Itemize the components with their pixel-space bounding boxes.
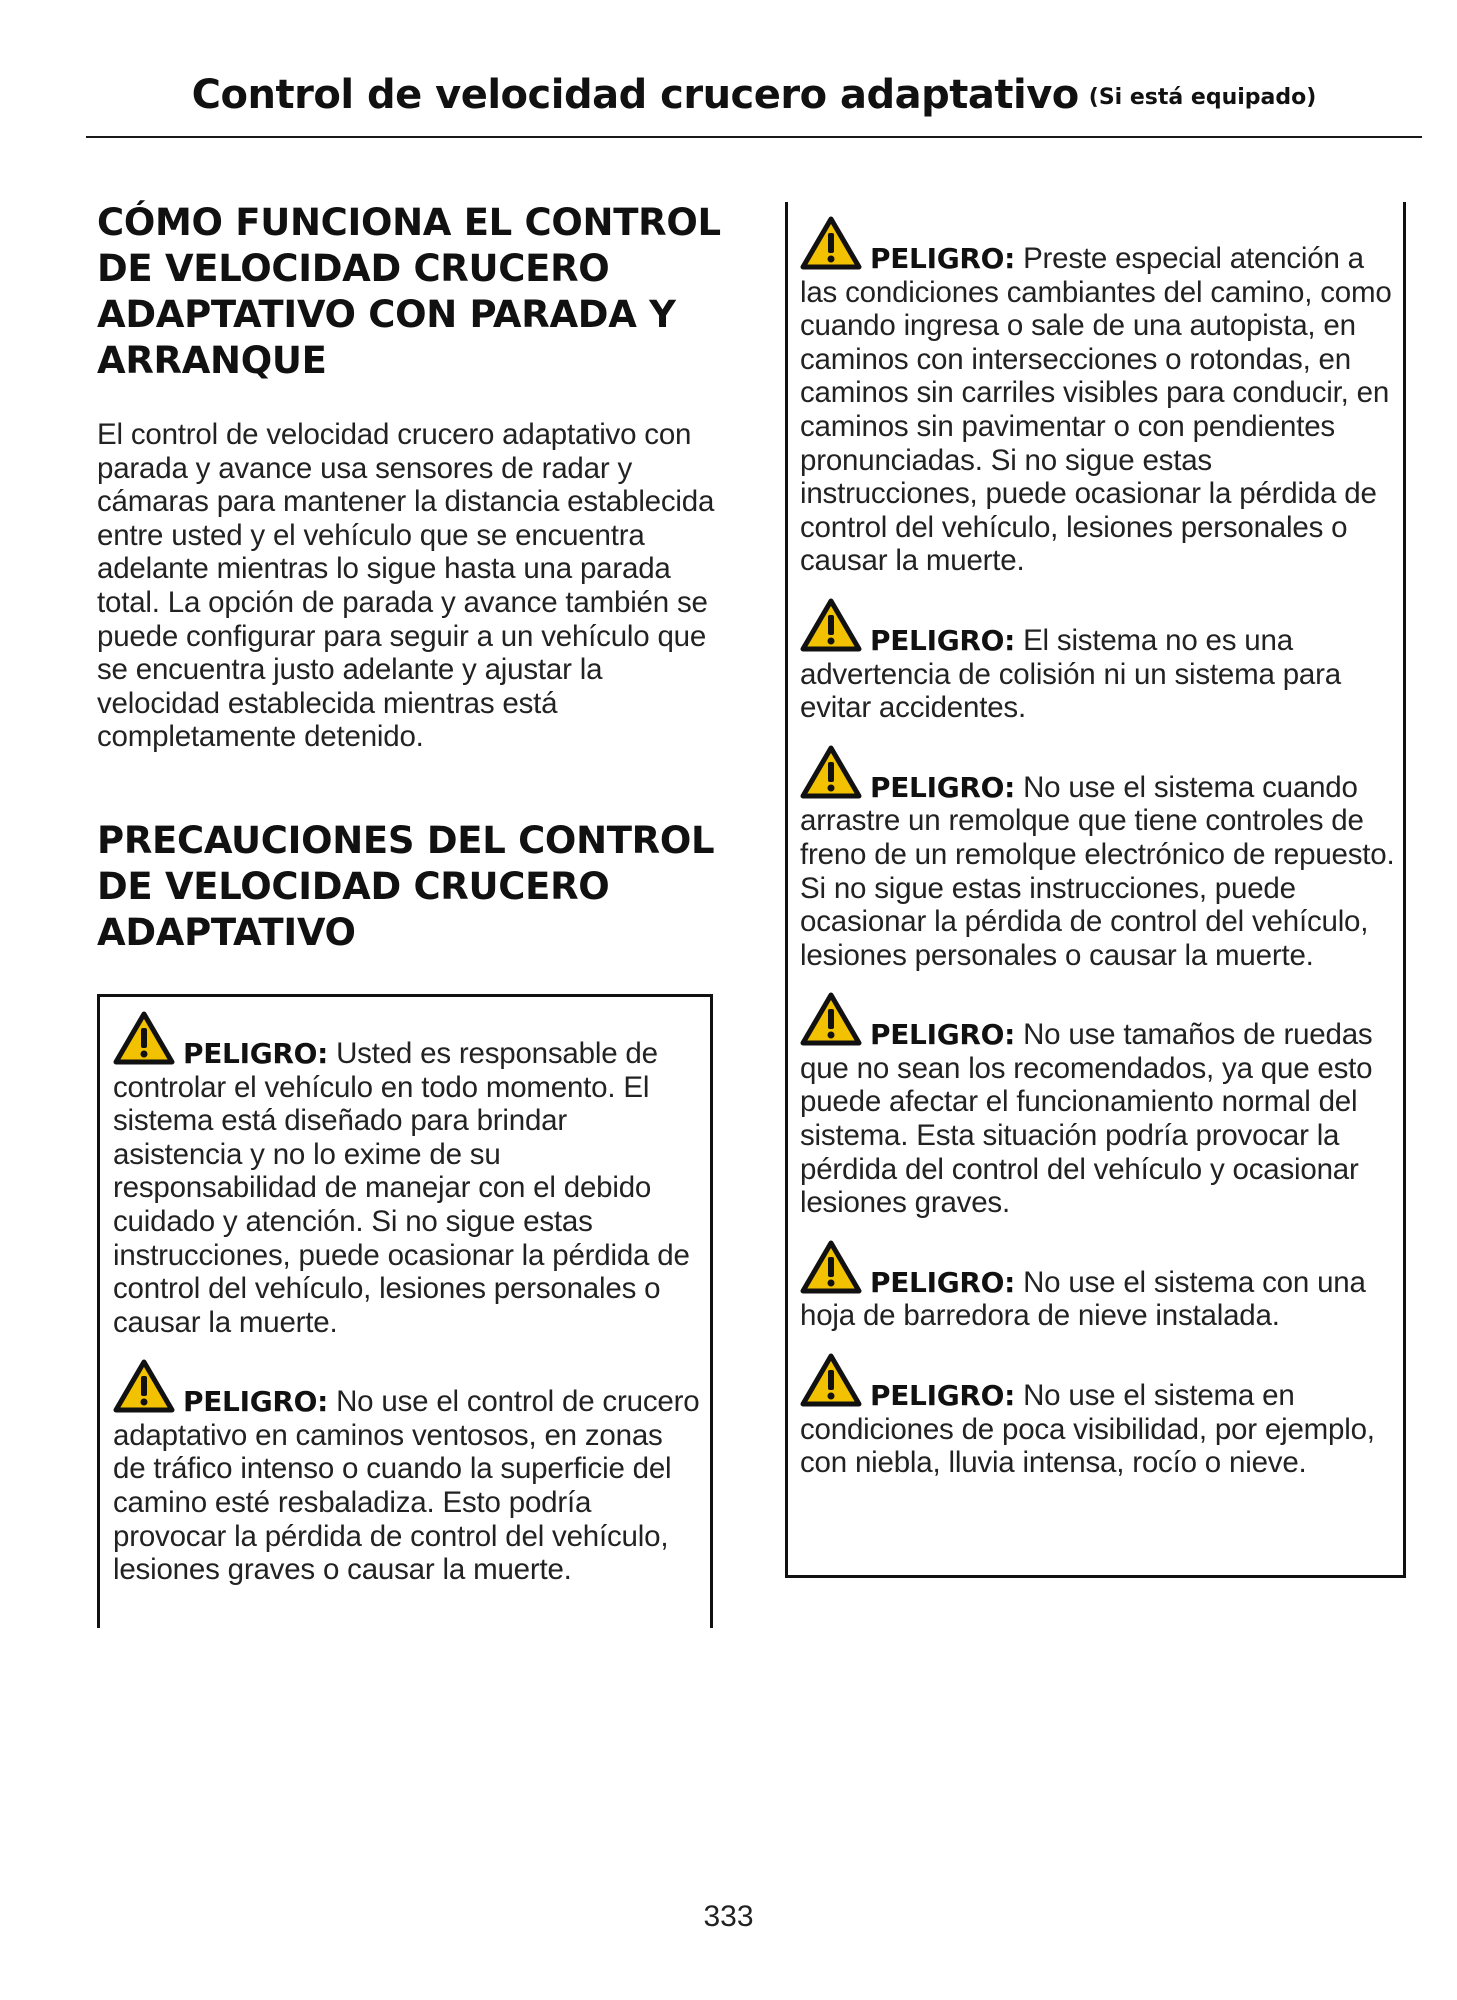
warning-text: No use el control de crucero adaptativo en caminos ventosos, en zonas de tráfico intenso o cuando la superficie del camino esté resbaladiza. Esto podría provocar la pérdida de control del vehículo, lesiones graves o causar la muerte. — [113, 1385, 700, 1587]
warning-label: PELIGRO: — [183, 1036, 329, 1070]
warning-label: PELIGRO: — [870, 623, 1016, 657]
right-column — [785, 202, 1406, 1578]
warning-triangle-icon — [800, 598, 862, 652]
warning-text: No use el sistema cuando arrastre un remolque que tiene controles de freno de un remolque electrónico de repuesto. Si no sigue estas instrucciones, puede ocasionar la pérdida de control del vehículo, lesiones personales o causar la muerte. — [800, 770, 1395, 972]
page-subtitle: (Si está equipado) — [1088, 84, 1317, 110]
warning-item — [800, 992, 1395, 1220]
warning-text: Usted es responsable de controlar el vehículo en todo momento. El sistema está diseñado para brindar asistencia y no lo exime de su responsabilidad de manejar con el debido cuidado y atención. Si no sigue estas instrucciones, puede ocasionar la pérdida de control del vehículo, lesiones personales o causar la muerte. — [113, 1036, 690, 1339]
warning-triangle-icon — [113, 1011, 175, 1065]
warning-item — [800, 598, 1395, 725]
page-title: Control de velocidad crucero adaptativo — [191, 72, 1079, 118]
warning-label: PELIGRO: — [870, 242, 1016, 275]
warning-box-left — [97, 994, 713, 1628]
warning-text: El sistema no es una advertencia de colisión ni un sistema para evitar accidentes. — [800, 623, 1341, 725]
section-heading-how-it-works: CÓMO FUNCIONA EL CONTROL DE VELOCIDAD CRUCERO ADAPTATIVO CON PARADA Y ARRANQUE — [97, 201, 721, 382]
warning-item — [800, 1353, 1395, 1480]
warning-label: PELIGRO: — [870, 1379, 1016, 1413]
warning-box-right — [785, 202, 1406, 1578]
warning-triangle-icon — [800, 1353, 862, 1407]
warning-item — [800, 216, 1395, 578]
page-header — [86, 62, 1422, 138]
warning-label: PELIGRO: — [183, 1385, 329, 1419]
warning-item — [113, 1011, 700, 1339]
warning-label: PELIGRO: — [870, 770, 1016, 804]
warning-item — [113, 1359, 700, 1587]
section-heading-precautions: PRECAUCIONES DEL CONTROL DE VELOCIDAD CRUCERO ADAPTATIVO — [97, 818, 715, 954]
warning-triangle-icon — [800, 992, 862, 1046]
page-number: 333 — [703, 1900, 754, 1933]
warning-item — [800, 745, 1395, 973]
warning-label: PELIGRO: — [870, 1018, 1016, 1052]
section-body-how-it-works: El control de velocidad crucero adaptativo con parada y avance usa sensores de radar y cámaras para mantener la distancia establecida entre usted y el vehículo que se encuentra adelante mientras lo sigue hasta una parada total. La opción de parada y avance también se puede configurar para seguir a un vehículo que se encuentra justo adelante y ajustar la velocidad establecida mientras está completamente detenido. — [97, 418, 715, 754]
warning-text: No use tamaños de ruedas que no sean los recomendados, ya que esto puede afectar el funcionamiento normal del sistema. Esta situación podría provocar la pérdida del control del vehículo y ocasionar lesiones graves. — [800, 1018, 1373, 1220]
warning-text: No use el sistema con una hoja de barredora de nieve instalada. — [800, 1265, 1366, 1333]
left-column — [97, 200, 727, 1628]
warning-triangle-icon — [800, 745, 862, 799]
warning-text: No use el sistema en condiciones de poca visibilidad, por ejemplo, con niebla, lluvia intensa, rocío o nieve. — [800, 1379, 1375, 1480]
warning-triangle-icon — [800, 216, 862, 270]
warning-triangle-icon — [113, 1359, 175, 1413]
warning-item — [800, 1240, 1395, 1333]
warning-label: PELIGRO: — [870, 1265, 1016, 1299]
warning-triangle-icon — [800, 1240, 862, 1294]
warning-text: Preste especial atención a las condiciones cambiantes del camino, como cuando ingresa o sale de una autopista, en caminos con intersecciones o rotondas, en caminos sin carriles visibles para conducir, en caminos sin pavimentar o con pendientes pronunciadas. Si no sigue estas instrucciones, puede ocasionar la pérdida de control del vehículo, lesiones personales o causar la muerte. — [800, 242, 1392, 578]
